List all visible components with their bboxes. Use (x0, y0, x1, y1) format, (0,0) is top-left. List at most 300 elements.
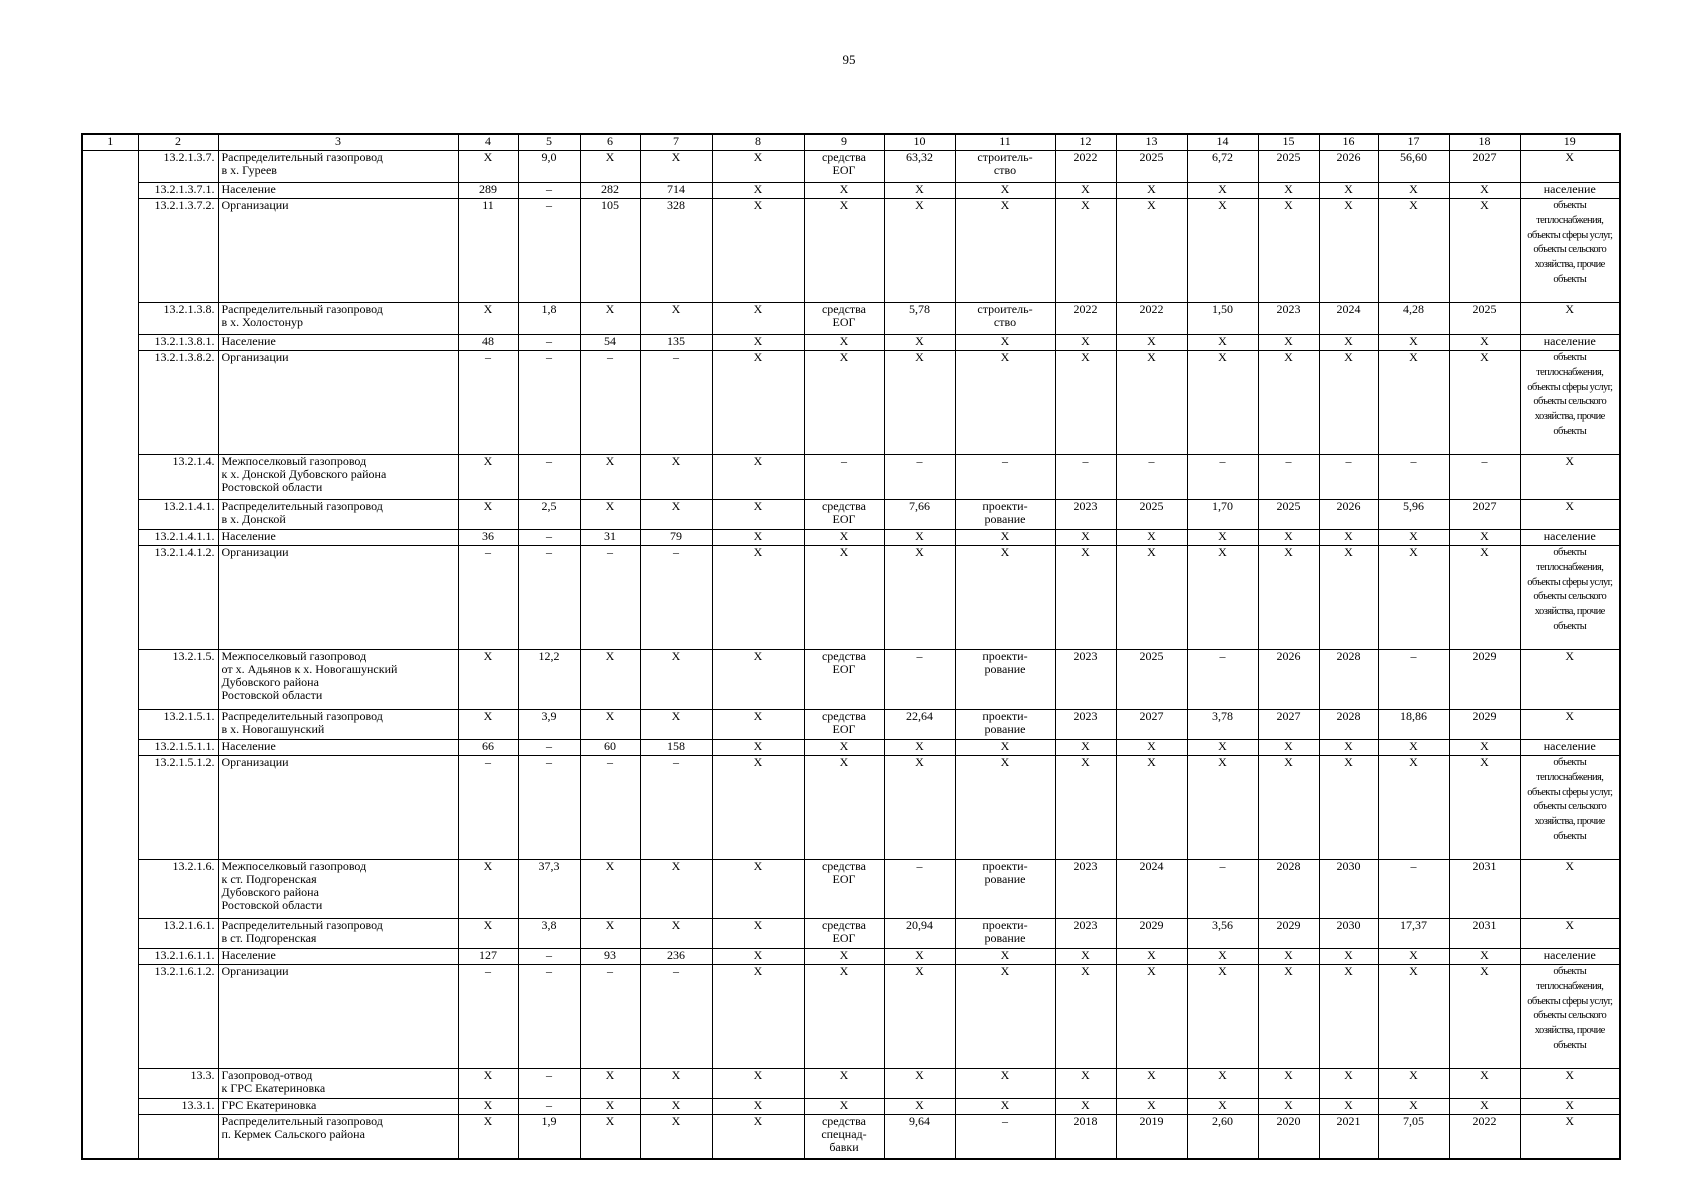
table-cell: проекти- рование (955, 919, 1055, 949)
table-cell: 2025 (1116, 650, 1187, 710)
table-cell: Х (884, 530, 955, 546)
table-cell: население (1520, 740, 1620, 756)
table-cell: Х (1258, 351, 1319, 455)
column-number: 15 (1258, 134, 1319, 151)
table-cell: Х (1055, 965, 1116, 1069)
table-cell: 2023 (1258, 303, 1319, 335)
row-name-cell: Организации (218, 199, 458, 303)
table-cell: Х (458, 1069, 518, 1099)
table-cell: 6,72 (1187, 151, 1258, 183)
table-cell: Х (955, 1099, 1055, 1115)
table-cell: – (1187, 455, 1258, 500)
table-cell: Х (955, 335, 1055, 351)
table-cell: Х (1116, 335, 1187, 351)
table-cell: – (518, 546, 580, 650)
table-cell: Х (640, 1099, 712, 1115)
table-cell: Х (1319, 949, 1378, 965)
table-cell: Х (580, 1069, 640, 1099)
column-number: 5 (518, 134, 580, 151)
table-cell: 158 (640, 740, 712, 756)
table-cell: Х (1116, 1099, 1187, 1115)
table-cell: 17,37 (1378, 919, 1449, 949)
table-cell: Х (1055, 530, 1116, 546)
column-number: 3 (218, 134, 458, 151)
row-name-cell: Население (218, 740, 458, 756)
table-cell: 5,78 (884, 303, 955, 335)
table-cell (82, 151, 138, 183)
table-cell: Х (458, 151, 518, 183)
table-cell: Х (1258, 199, 1319, 303)
table-cell: Х (640, 455, 712, 500)
table-cell: 2025 (1258, 151, 1319, 183)
table-cell: 7,66 (884, 500, 955, 530)
table-cell: 20,94 (884, 919, 955, 949)
table-cell: Х (1520, 650, 1620, 710)
table-cell: 9,64 (884, 1115, 955, 1159)
table-cell: 7,05 (1378, 1115, 1449, 1159)
row-code-cell: 13.2.1.3.8. (138, 303, 218, 335)
table-cell: 2022 (1116, 303, 1187, 335)
table-cell: 2023 (1055, 500, 1116, 530)
table-cell: Х (804, 756, 884, 860)
table-cell: Х (580, 151, 640, 183)
column-number: 1 (82, 134, 138, 151)
table-row (82, 650, 1620, 710)
table-cell: – (580, 351, 640, 455)
table-cell: 2018 (1055, 1115, 1116, 1159)
table-cell: – (804, 455, 884, 500)
row-code-cell: 13.2.1.5.1. (138, 710, 218, 740)
table-cell: Х (1187, 756, 1258, 860)
table-cell: Х (1116, 183, 1187, 199)
table-cell: средства спецнад- бавки (804, 1115, 884, 1159)
table-cell: Х (712, 530, 804, 546)
row-name-cell: Распределительный газопровод в х. Холостонур (218, 303, 458, 335)
row-name-cell: Население (218, 183, 458, 199)
table-cell: средства ЕОГ (804, 919, 884, 949)
table-cell: – (518, 530, 580, 546)
table-cell: население (1520, 530, 1620, 546)
table-cell: Х (580, 1099, 640, 1115)
table-cell: объекты теплоснабжения, объекты сферы услуг, объекты сельского хозяйства, прочие объекты (1520, 351, 1620, 455)
row-name-cell: Организации (218, 965, 458, 1069)
table-cell: Х (1258, 183, 1319, 199)
table-cell: Х (1187, 546, 1258, 650)
table-cell (82, 455, 138, 500)
table-row (82, 151, 1620, 183)
table-cell: 2022 (1055, 151, 1116, 183)
table-cell: Х (458, 919, 518, 949)
table-cell: Х (712, 1115, 804, 1159)
table-cell: 2030 (1319, 860, 1378, 919)
table-cell: 3,8 (518, 919, 580, 949)
table-cell: Х (712, 965, 804, 1069)
table-cell: Х (458, 455, 518, 500)
table-cell: Х (884, 351, 955, 455)
table-cell: 2031 (1449, 919, 1520, 949)
table-cell: Х (580, 650, 640, 710)
table-cell: 2029 (1449, 710, 1520, 740)
table-cell: Х (1055, 949, 1116, 965)
row-name-cell: Организации (218, 756, 458, 860)
table-cell: Х (955, 1069, 1055, 1099)
table-cell: Х (804, 740, 884, 756)
row-code-cell (138, 1115, 218, 1159)
row-name-cell: Организации (218, 351, 458, 455)
table-cell: Х (1378, 183, 1449, 199)
table-cell: Х (458, 650, 518, 710)
table-cell: 282 (580, 183, 640, 199)
table-cell: 3,9 (518, 710, 580, 740)
table-cell: Х (1319, 335, 1378, 351)
table-cell: 2029 (1258, 919, 1319, 949)
row-code-cell: 13.2.1.3.8.1. (138, 335, 218, 351)
table-cell: 2030 (1319, 919, 1378, 949)
table-cell: 2027 (1116, 710, 1187, 740)
table-cell: 2,5 (518, 500, 580, 530)
table-cell: население (1520, 949, 1620, 965)
table-cell: 2020 (1258, 1115, 1319, 1159)
table-cell: Х (1378, 530, 1449, 546)
table-cell: население (1520, 335, 1620, 351)
table-cell: Х (1449, 546, 1520, 650)
table-cell: Х (640, 500, 712, 530)
table-cell: Х (1520, 1099, 1620, 1115)
table-cell: Х (884, 756, 955, 860)
row-code-cell: 13.2.1.3.7.1. (138, 183, 218, 199)
table-cell: Х (1449, 1099, 1520, 1115)
table-row (82, 756, 1620, 860)
table-cell: 2026 (1319, 500, 1378, 530)
table-cell: 11 (458, 199, 518, 303)
table-cell (82, 650, 138, 710)
table-cell: Х (1520, 919, 1620, 949)
table-cell: 2025 (1116, 151, 1187, 183)
table-cell: Х (1055, 351, 1116, 455)
table-cell: – (518, 756, 580, 860)
table-cell: Х (1055, 199, 1116, 303)
row-name-cell: ГРС Екатериновка (218, 1099, 458, 1115)
table-cell: Х (640, 919, 712, 949)
table-cell: Х (1319, 199, 1378, 303)
table-cell: Х (804, 183, 884, 199)
table-cell: – (518, 335, 580, 351)
table-cell: Х (712, 151, 804, 183)
table-cell: Х (884, 965, 955, 1069)
table-cell: 328 (640, 199, 712, 303)
row-name-cell: Население (218, 530, 458, 546)
table-cell: – (518, 965, 580, 1069)
table-cell: 105 (580, 199, 640, 303)
table-cell: Х (712, 303, 804, 335)
row-code-cell: 13.2.1.4.1. (138, 500, 218, 530)
table-cell: 37,3 (518, 860, 580, 919)
table-cell: Х (1319, 530, 1378, 546)
table-cell: 56,60 (1378, 151, 1449, 183)
table-cell: – (1378, 455, 1449, 500)
table-cell: – (1319, 455, 1378, 500)
table-cell: 2021 (1319, 1115, 1378, 1159)
table-cell: – (640, 756, 712, 860)
table-cell: Х (712, 650, 804, 710)
page-number: 95 (842, 52, 856, 67)
table-cell: средства ЕОГ (804, 500, 884, 530)
table-cell: 2025 (1116, 500, 1187, 530)
row-code-cell: 13.2.1.4.1.1. (138, 530, 218, 546)
table-cell: Х (884, 949, 955, 965)
table-cell: Х (1520, 303, 1620, 335)
table-cell: Х (1378, 965, 1449, 1069)
table-cell: – (884, 860, 955, 919)
row-name-cell: Распределительный газопровод в х. Гуреев (218, 151, 458, 183)
table-cell: Х (1187, 530, 1258, 546)
table-cell: Х (580, 710, 640, 740)
table-row (82, 303, 1620, 335)
row-code-cell: 13.2.1.6.1. (138, 919, 218, 949)
row-name-cell: Распределительный газопровод в х. Новогашунский (218, 710, 458, 740)
table-cell: Х (804, 530, 884, 546)
table-cell: 2029 (1449, 650, 1520, 710)
table-cell: Х (1378, 740, 1449, 756)
table-cell: 3,78 (1187, 710, 1258, 740)
table-cell: 2028 (1258, 860, 1319, 919)
table-cell: Х (1378, 1069, 1449, 1099)
table-cell: Х (458, 500, 518, 530)
table-cell: – (884, 455, 955, 500)
table-cell: Х (1449, 1069, 1520, 1099)
table-cell: Х (458, 710, 518, 740)
table-cell: Х (1116, 530, 1187, 546)
table-cell: Х (1319, 756, 1378, 860)
table-cell: Х (712, 1069, 804, 1099)
table-cell: – (580, 546, 640, 650)
table-cell: Х (1116, 756, 1187, 860)
table-cell: Х (1449, 335, 1520, 351)
table-cell: Х (1520, 151, 1620, 183)
table-cell: – (580, 756, 640, 860)
table-cell: Х (955, 530, 1055, 546)
table-cell: Х (1520, 500, 1620, 530)
table-cell: Х (804, 1069, 884, 1099)
column-number: 2 (138, 134, 218, 151)
table-cell: – (1116, 455, 1187, 500)
table-cell: Х (1449, 351, 1520, 455)
table-row (82, 530, 1620, 546)
table-cell: Х (1449, 183, 1520, 199)
table-cell: Х (884, 740, 955, 756)
column-number: 11 (955, 134, 1055, 151)
table-cell: Х (1319, 1099, 1378, 1115)
table-cell: Х (1378, 335, 1449, 351)
table-cell: Х (1378, 949, 1449, 965)
table-cell: 1,9 (518, 1115, 580, 1159)
table-cell: Х (1378, 351, 1449, 455)
table-cell: Х (580, 455, 640, 500)
table-cell: Х (884, 199, 955, 303)
table-cell: Х (1378, 756, 1449, 860)
table-cell: Х (1449, 965, 1520, 1069)
table-cell: 2,60 (1187, 1115, 1258, 1159)
table-cell: 2027 (1449, 500, 1520, 530)
row-code-cell: 13.3.1. (138, 1099, 218, 1115)
table-row (82, 919, 1620, 949)
table-cell: Х (1319, 965, 1378, 1069)
column-number-row (82, 134, 1620, 151)
table-cell: Х (884, 335, 955, 351)
table-cell: Х (1116, 199, 1187, 303)
table-cell: Х (712, 949, 804, 965)
table-cell: – (518, 183, 580, 199)
table-cell (82, 949, 138, 965)
table-cell: Х (1258, 335, 1319, 351)
table-cell: Х (1319, 351, 1378, 455)
table-cell: Х (1116, 351, 1187, 455)
row-code-cell: 13.2.1.6.1.2. (138, 965, 218, 1069)
table-cell: 60 (580, 740, 640, 756)
table-cell: – (518, 351, 580, 455)
table-cell: Х (640, 860, 712, 919)
table-cell: Х (1319, 740, 1378, 756)
table-cell: объекты теплоснабжения, объекты сферы услуг, объекты сельского хозяйства, прочие объекты (1520, 965, 1620, 1069)
table-cell: проекти- рование (955, 650, 1055, 710)
table-cell: 2027 (1258, 710, 1319, 740)
row-name-cell: Межпоселковый газопровод от х. Адьянов к х. Новогашунский Дубовского района Ростовской области (218, 650, 458, 710)
table-cell (82, 546, 138, 650)
table-cell: – (1449, 455, 1520, 500)
table-cell: Х (1055, 1069, 1116, 1099)
table-row (82, 546, 1620, 650)
table-cell: Х (1258, 546, 1319, 650)
table-cell (82, 183, 138, 199)
table-cell: 2031 (1449, 860, 1520, 919)
table-cell: 4,28 (1378, 303, 1449, 335)
table-cell: Х (712, 183, 804, 199)
table-cell: – (580, 965, 640, 1069)
table-cell: Х (1187, 949, 1258, 965)
table-cell: Х (1187, 199, 1258, 303)
table-cell: объекты теплоснабжения, объекты сферы услуг, объекты сельского хозяйства, прочие объекты (1520, 546, 1620, 650)
table-cell: Х (580, 919, 640, 949)
column-number: 14 (1187, 134, 1258, 151)
column-number: 7 (640, 134, 712, 151)
table-row (82, 500, 1620, 530)
column-number: 10 (884, 134, 955, 151)
table-cell: 2026 (1258, 650, 1319, 710)
table-row (82, 1115, 1620, 1159)
table-cell: Х (712, 351, 804, 455)
row-code-cell: 13.2.1.3.7. (138, 151, 218, 183)
table-cell: Х (1187, 183, 1258, 199)
table-cell: Х (884, 1069, 955, 1099)
table-cell: Х (1319, 1069, 1378, 1099)
table-cell: Х (1116, 965, 1187, 1069)
table-cell (82, 199, 138, 303)
table-cell: Х (712, 860, 804, 919)
column-number: 4 (458, 134, 518, 151)
table-cell: Х (458, 303, 518, 335)
table-cell (82, 710, 138, 740)
table-cell (82, 1115, 138, 1159)
table-cell (82, 1099, 138, 1115)
table-cell: Х (804, 1099, 884, 1115)
table-cell: Х (955, 949, 1055, 965)
table-cell: – (518, 949, 580, 965)
table-cell: 2027 (1449, 151, 1520, 183)
table-cell: 79 (640, 530, 712, 546)
table-cell: Х (712, 710, 804, 740)
table-cell: – (518, 199, 580, 303)
table-cell: 2029 (1116, 919, 1187, 949)
table-cell: Х (1116, 740, 1187, 756)
table-cell: средства ЕОГ (804, 303, 884, 335)
table-cell (82, 965, 138, 1069)
table-cell: Х (1449, 199, 1520, 303)
table-cell: Х (1055, 756, 1116, 860)
row-code-cell: 13.3. (138, 1069, 218, 1099)
table-cell: Х (640, 710, 712, 740)
table-cell: Х (1187, 1099, 1258, 1115)
table-cell: Х (1319, 183, 1378, 199)
table-cell (82, 1069, 138, 1099)
table-cell: 127 (458, 949, 518, 965)
table-cell: – (640, 546, 712, 650)
table-cell: – (955, 455, 1055, 500)
table-cell: 2025 (1258, 500, 1319, 530)
table-cell: Х (640, 1115, 712, 1159)
table-cell: – (1378, 650, 1449, 710)
table-cell: Х (1187, 335, 1258, 351)
table-cell: 36 (458, 530, 518, 546)
row-code-cell: 13.2.1.3.7.2. (138, 199, 218, 303)
row-name-cell: Население (218, 949, 458, 965)
row-code-cell: 13.2.1.5.1.1. (138, 740, 218, 756)
row-name-cell: Организации (218, 546, 458, 650)
table-cell: 289 (458, 183, 518, 199)
table-cell: 2023 (1055, 919, 1116, 949)
table-cell (82, 500, 138, 530)
table-cell: Х (1116, 1069, 1187, 1099)
table-row (82, 740, 1620, 756)
row-name-cell: Газопровод-отвод к ГРС Екатериновка (218, 1069, 458, 1099)
table-row (82, 965, 1620, 1069)
table-cell (82, 530, 138, 546)
table-row (82, 1069, 1620, 1099)
row-code-cell: 13.2.1.5.1.2. (138, 756, 218, 860)
table-cell: средства ЕОГ (804, 860, 884, 919)
table-cell: Х (1258, 949, 1319, 965)
table-cell: Х (1378, 199, 1449, 303)
table-cell: Х (580, 860, 640, 919)
table-cell: 48 (458, 335, 518, 351)
table-cell: Х (580, 500, 640, 530)
table-cell: Х (458, 1115, 518, 1159)
table-cell (82, 860, 138, 919)
table-cell: Х (884, 183, 955, 199)
table-cell: Х (804, 199, 884, 303)
column-number: 13 (1116, 134, 1187, 151)
table-cell: 63,32 (884, 151, 955, 183)
table-cell: 66 (458, 740, 518, 756)
table-cell: строитель- ство (955, 151, 1055, 183)
row-name-cell: Межпоселковый газопровод к ст. Подгоренская Дубовского района Ростовской области (218, 860, 458, 919)
table-cell: 2028 (1319, 710, 1378, 740)
table-cell: Х (1187, 1069, 1258, 1099)
table-cell: – (458, 756, 518, 860)
table-cell: 236 (640, 949, 712, 965)
table-cell: Х (640, 650, 712, 710)
gas-pipeline-table (81, 133, 1621, 1160)
table-cell: 18,86 (1378, 710, 1449, 740)
